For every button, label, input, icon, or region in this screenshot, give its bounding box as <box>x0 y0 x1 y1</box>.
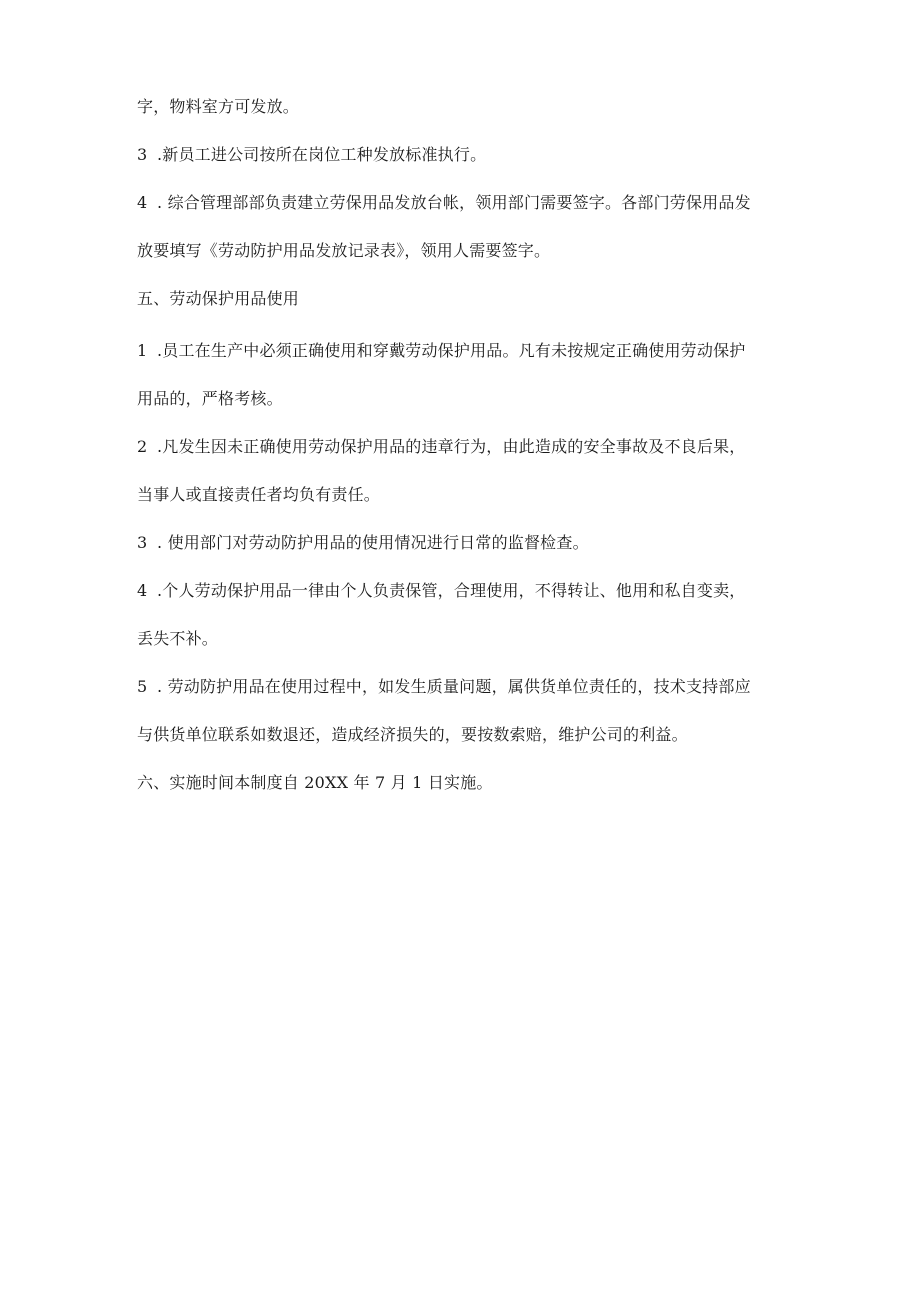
item-number: 5 <box>137 677 148 696</box>
line-text: .新员工进公司按所在岗位工种发放标准执行。 <box>157 145 487 164</box>
list-item-5-quality <box>137 676 751 698</box>
line-text: 当事人或直接责任者均负有责任。 <box>137 485 381 504</box>
line-text: . 综合管理部部负责建立劳保用品发放台帐，领用部门需要签字。各部门劳保用品发 <box>157 193 751 212</box>
item-number: 3 <box>137 533 148 552</box>
line-text: 与供货单位联系如数退还，造成经济损失的，要按数索赔，维护公司的利益。 <box>137 725 688 744</box>
paragraph-line <box>137 724 688 746</box>
line-text: 丢失不补。 <box>137 629 219 648</box>
line-text: 字，物料室方可发放。 <box>137 97 300 116</box>
section-heading-6 <box>137 772 493 794</box>
list-item-4-ledger <box>137 192 751 214</box>
list-item-3-new-employee <box>137 144 486 166</box>
line-text: .凡发生因未正确使用劳动保护用品的违章行为，由此造成的安全事故及不良后果， <box>157 437 746 456</box>
line-text: .员工在生产中必须正确使用和穿戴劳动保护用品。凡有未按规定正确使用劳动保护 <box>157 341 746 360</box>
item-number: 1 <box>137 341 148 360</box>
item-number: 4 <box>137 581 148 600</box>
section-heading-text: 五、劳动保护用品使用 <box>137 289 300 308</box>
list-item-3-supervision <box>137 532 589 554</box>
list-item-4-custody <box>137 580 746 602</box>
section-heading-5 <box>137 288 299 310</box>
line-text: .个人劳动保护用品一律由个人负责保管，合理使用，不得转让、他用和私自变卖， <box>157 581 746 600</box>
section-heading-text: 六、实施时间本制度自 20XX 年 7 月 1 日实施。 <box>137 773 493 792</box>
line-text: 用品的，严格考核。 <box>137 389 283 408</box>
paragraph-line <box>137 96 299 118</box>
paragraph-line <box>137 240 550 262</box>
paragraph-line <box>137 628 218 650</box>
list-item-1-correct-use <box>137 340 746 362</box>
item-number: 2 <box>137 437 148 456</box>
item-number: 4 <box>137 193 148 212</box>
list-item-2-violation <box>137 436 746 458</box>
item-number: 3 <box>137 145 148 164</box>
line-text: . 使用部门对劳动防护用品的使用情况进行日常的监督检查。 <box>157 533 589 552</box>
paragraph-line <box>137 388 283 410</box>
paragraph-line <box>137 484 380 506</box>
line-text: 放要填写《劳动防护用品发放记录表》，领用人需要签字。 <box>137 241 551 260</box>
line-text: . 劳动防护用品在使用过程中，如发生质量问题，属供货单位责任的，技术支持部应 <box>157 677 751 696</box>
